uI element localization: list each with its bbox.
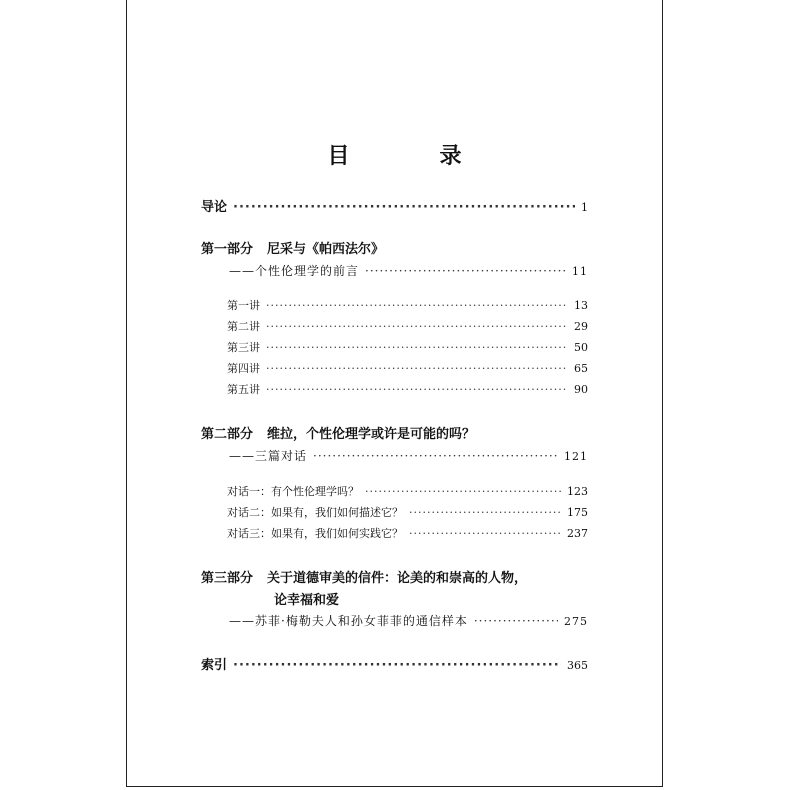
- toc-entry[interactable]: [227, 381, 588, 397]
- toc-page-number: 1: [581, 201, 588, 214]
- toc-part-3-subtitle[interactable]: [229, 612, 588, 629]
- toc-page-number: 123: [567, 485, 588, 498]
- part-title: 维拉，个性伦理学或许是可能的吗？: [267, 427, 476, 442]
- toc-entry[interactable]: [227, 297, 588, 313]
- page-title: 目 录: [327, 144, 496, 169]
- toc-page-number: 365: [567, 659, 588, 672]
- toc-part-3-heading[interactable]: [201, 567, 527, 586]
- toc-entry-index[interactable]: [201, 654, 588, 673]
- toc-entry-label: 导论: [201, 200, 228, 215]
- dot-leader: [266, 383, 568, 396]
- toc-part-2-heading[interactable]: [201, 423, 475, 442]
- toc-entry[interactable]: [227, 504, 588, 520]
- toc-entry-label: 对话三：如果有，我们如何实践它？: [227, 527, 403, 540]
- toc-entry-label: 第三讲: [227, 341, 260, 354]
- dot-leader: [266, 320, 568, 333]
- dot-leader: [409, 506, 561, 519]
- dot-leader: [233, 658, 561, 673]
- dot-leader: [365, 264, 566, 278]
- toc-entry-label: 第四讲: [227, 362, 260, 375]
- dot-leader: [233, 200, 575, 215]
- toc-page-number: 65: [574, 362, 588, 375]
- toc-entry-label: 第一讲: [227, 299, 260, 312]
- toc-entry-label: 第二讲: [227, 320, 260, 333]
- toc-subtitle-label: ——三篇对话: [229, 449, 308, 463]
- toc-page-number: 175: [567, 506, 588, 519]
- toc-entry[interactable]: [227, 483, 588, 499]
- toc-page-number: 237: [567, 527, 588, 540]
- part-label: 第一部分: [201, 242, 254, 257]
- toc-entry[interactable]: [227, 339, 588, 355]
- toc-entry-label: 对话二：如果有，我们如何描述它？: [227, 506, 403, 519]
- part-title: 尼采与《帕西法尔》: [267, 242, 385, 257]
- toc-entry-label: 第五讲: [227, 383, 260, 396]
- part-title-continued: 论幸福和爱: [274, 593, 340, 608]
- toc-page-number: 275: [564, 615, 588, 628]
- dot-leader: [313, 449, 558, 463]
- toc-page-number: 121: [564, 450, 588, 463]
- toc-subtitle-label: ——个性伦理学的前言: [229, 264, 360, 278]
- toc-entry[interactable]: [227, 360, 588, 376]
- dot-leader: [266, 341, 568, 354]
- toc-page-number: 13: [574, 299, 588, 312]
- toc-entry-label: 索引: [201, 658, 228, 673]
- dot-leader: [474, 614, 558, 628]
- part-label: 第二部分: [201, 427, 254, 442]
- toc-page-number: 11: [572, 265, 588, 278]
- part-title: 关于道德审美的信件：论美的和崇高的人物，: [267, 571, 528, 586]
- toc-page-number: 29: [574, 320, 588, 333]
- toc-subtitle-label: ——苏菲·梅勒夫人和孙女菲菲的通信样本: [229, 614, 468, 628]
- dot-leader: [365, 485, 561, 498]
- part-label: 第三部分: [201, 571, 254, 586]
- dot-leader: [266, 299, 568, 312]
- toc-part-3-heading-line2: [274, 589, 339, 608]
- toc-page-number: 50: [574, 341, 588, 354]
- book-page: [126, 0, 663, 787]
- toc-entry-intro[interactable]: [201, 196, 588, 215]
- toc-part-2-subtitle[interactable]: [229, 447, 588, 464]
- toc-entry[interactable]: [227, 318, 588, 334]
- toc-part-1-subtitle[interactable]: [229, 262, 588, 279]
- dot-leader: [409, 527, 561, 540]
- dot-leader: [266, 362, 568, 375]
- toc-part-1-heading[interactable]: [201, 238, 384, 257]
- toc-entry-label: 对话一：有个性伦理学吗？: [227, 485, 359, 498]
- toc-page-number: 90: [574, 383, 588, 396]
- toc-entry[interactable]: [227, 525, 588, 541]
